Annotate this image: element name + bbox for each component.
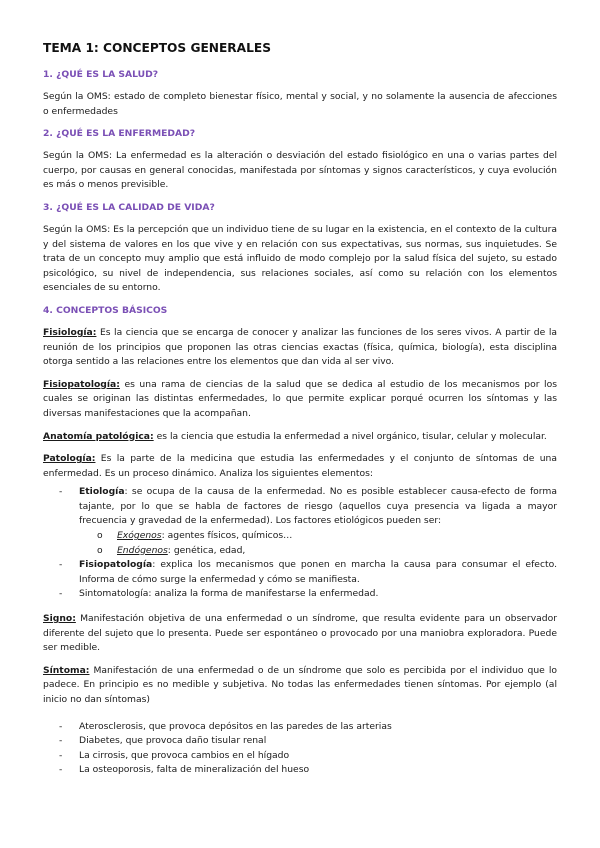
paragraph-enfermedad: Según la OMS: La enfermedad es la alteración o desviación del estado fisiológico en una o varias partes del cuerpo, por causas en general conocidas, manifestada por síntomas y signos característicos, y cuya evolución es más o menos previsible. <box>43 150 557 191</box>
definition-patologia <box>43 452 557 481</box>
definition-sintoma <box>43 664 557 708</box>
list-item-etiologia <box>43 485 557 558</box>
sintoma-examples-list <box>43 720 557 778</box>
label-etiologia: Etiología <box>79 486 125 498</box>
list-item: - Diabetes, que provoca daño tisular renal <box>43 734 557 749</box>
definition-text: Manifestación de una enfermedad o de un síndrome que solo es percibida por el individuo que lo padece. En principio es no medible y subjetiva. No todas las enfermedades tienen síntomas. Por ejemplo (al inicio no dan síntomas) <box>43 664 557 705</box>
term-anatomia-patologica: Anatomía patológica: <box>43 430 154 442</box>
paragraph-salud: Según la OMS: estado de completo bienestar físico, mental y social, y no solamente la ausencia de afecciones o enfermedades <box>43 91 557 117</box>
term-fisiologia: Fisiología: <box>43 326 97 338</box>
text-endogenos: : genética, edad, <box>167 544 246 556</box>
definition-fisiologia <box>43 326 557 370</box>
heading-salud: 1. ¿QUÉ ES LA SALUD? <box>43 69 159 80</box>
text-fisiopatologia: : explica los mecanismos que ponen en marcha la causa para consumar el efecto. Informa de cómo surge la enfermedad y cómo se manifiesta. <box>79 559 557 585</box>
text-exogenos: : agentes físicos, químicos… <box>161 530 293 542</box>
list-item-sintomatologia <box>43 587 557 602</box>
paragraph-calidad-de-vida: Según la OMS: Es la percepción que un individuo tiene de su lugar en la existencia, en el contexto de la cultura y del sistema de valores en los que vive y en relación con sus expectativas, sus normas, sus inquietudes. Se trata de un concepto muy amplio que está influido de modo complejo por la salud física del sujeto, su estado psicológico, su nivel de independencia, sus relaciones sociales, así como su relación con los elementos esenciales de su entorno. <box>43 223 557 294</box>
list-item: - Aterosclerosis, que provoca depósitos en las paredes de las arterias <box>43 720 557 735</box>
term-patologia: Patología: <box>43 453 96 465</box>
list-item-fisiopatologia <box>43 558 557 587</box>
heading-conceptos-basicos: 4. CONCEPTOS BÁSICOS <box>43 304 168 316</box>
term-sintoma: Síntoma: <box>43 664 90 676</box>
label-exogenos: Exógenos <box>117 530 162 542</box>
term-signo: Signo: <box>43 613 76 625</box>
definition-text: es la ciencia que estudia la enfermedad a nivel orgánico, tisular, celular y molecular. <box>153 430 547 442</box>
definition-text: Manifestación objetiva de una enfermedad o un síndrome, que resulta evidente para un observador diferente del sujeto que lo presenta. Puede ser espontáneo o provocado por una maniobra exploradora. Puede ser medible. <box>43 613 557 654</box>
list-item: - La cirrosis, que provoca cambios en el hígado <box>43 749 557 764</box>
definition-text: Es la ciencia que se encarga de conocer y analizar las funciones de los seres vivos. A partir de la reunión de los principios que proponen las otras ciencias exactas (física, química, biología), esta disciplina otorga sentido a las relaciones entre los elementos que dan vida al ser vivo. <box>43 326 557 368</box>
definition-fisiopatologia <box>43 378 557 422</box>
heading-enfermedad: 2. ¿QUÉ ES LA ENFERMEDAD? <box>43 128 196 140</box>
page-title: TEMA 1: CONCEPTOS GENERALES <box>43 41 271 55</box>
etiology-factors-list <box>79 529 557 558</box>
list-item: - La osteoporosis, falta de mineralización del hueso <box>43 763 557 778</box>
definition-anatomia-patologica <box>43 430 557 445</box>
list-item-exogenos <box>79 529 557 544</box>
text-sintomatologia: Sintomatología: analiza la forma de manifestarse la enfermedad. <box>79 588 379 600</box>
definition-text: Es la parte de la medicina que estudia las enfermedades y el conjunto de síntomas de una enfermedad. Es un proceso dinámico. Analiza los siguientes elementos: <box>43 453 557 479</box>
text-etiologia: : se ocupa de la causa de la enfermedad. No es posible establecer causa-efecto de forma tajante, por lo que se habla de factores de riesgo (aquellos cuya presencia va ligada a mayor frecuencia y gravedad de la enfermedad). Los factores etiológicos pueden ser: <box>79 486 557 527</box>
patologia-elements-list <box>43 485 557 602</box>
definition-signo <box>43 612 557 656</box>
definition-text: es una rama de ciencias de la salud que se dedica al estudio de los mecanismos por los cuales se originan las distintas enfermedades, lo que permite explicar porqué ocurren los síntomas y las diversas manifestaciones que la acompañan. <box>43 378 557 419</box>
list-item-endogenos <box>79 544 557 559</box>
label-fisiopatologia: Fisiopatología <box>79 559 153 571</box>
heading-calidad-de-vida: 3. ¿QUÉ ES LA CALIDAD DE VIDA? <box>43 201 215 213</box>
term-fisiopatologia: Fisiopatología: <box>43 378 120 390</box>
label-endogenos: Endógenos <box>117 544 168 556</box>
